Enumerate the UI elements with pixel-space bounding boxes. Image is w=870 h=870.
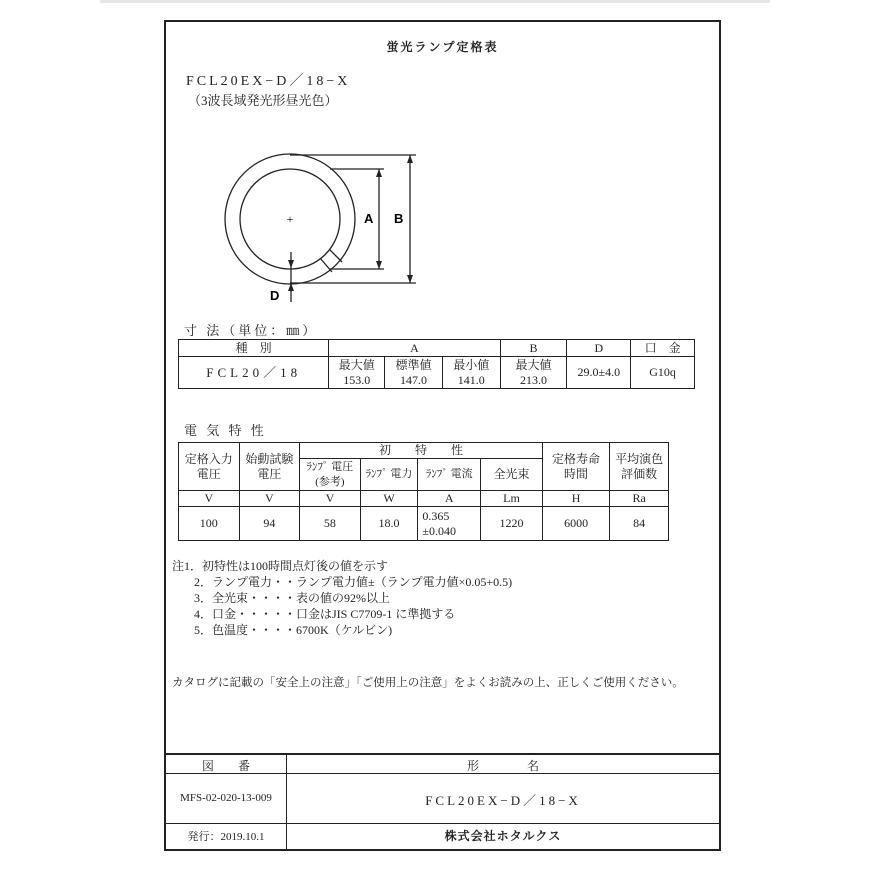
value: 100 (179, 507, 240, 541)
header-initial: 初 特 性 (300, 443, 543, 459)
header-rated-voltage: 定格入力 電圧 (179, 443, 240, 491)
note-item: 3．全光束・・・・表の値の92%以上 (194, 591, 390, 605)
header-lamp-power: ﾗﾝﾌﾟ 電力 (360, 459, 418, 491)
header-base: 口 金 (631, 340, 695, 357)
unit: Lm (481, 491, 543, 507)
drawing-no-label: 図 番 (201, 759, 250, 773)
header-start-voltage: 始動試験 電圧 (239, 443, 300, 491)
header-type: 種 別 (179, 340, 329, 357)
footer-model: FCL20EX−D／18−X (425, 793, 581, 808)
page-title: 蛍光ランプ定格表 (386, 40, 499, 54)
b-max-label: 最大値 (515, 357, 552, 372)
header-lamp-current: ﾗﾝﾌﾟ 電流 (418, 459, 481, 491)
a-max-label: 最大値 (338, 357, 375, 372)
b-max-value: 213.0 (520, 372, 548, 387)
drawing-no: MFS-02-020-13-009 (180, 792, 272, 804)
header-d: D (567, 340, 631, 357)
label-a: A (364, 211, 374, 226)
electrical-heading: 電 気 特 性 (184, 423, 267, 438)
dimensions-heading: 寸 法（単位：㎜） (184, 323, 319, 338)
header-lamp-voltage: ﾗﾝﾌﾟ 電圧 (参考) (300, 459, 361, 491)
value: 0.365 ±0.040 (418, 507, 481, 541)
value: 1220 (481, 507, 543, 541)
dimensions-table (178, 339, 695, 389)
unit: V (300, 491, 361, 507)
d-value: 29.0±4.0 (567, 357, 631, 389)
value: 6000 (542, 507, 610, 541)
model-name: FCL20EX−D／18−X (186, 74, 351, 89)
electrical-table (178, 442, 669, 541)
header-life: 定格寿命 時間 (542, 443, 610, 491)
label-d: D (270, 288, 280, 303)
name-label: 形 名 (466, 759, 539, 773)
note-item: 4．口金・・・・・口金はJIS C7709-1 に準拠する (194, 607, 456, 621)
issue-date: 発行：2019.10.1 (187, 831, 265, 843)
value: 84 (610, 507, 669, 541)
a-max-value: 153.0 (343, 372, 371, 387)
a-min-label: 最小値 (453, 357, 490, 372)
header-a: A (329, 340, 500, 357)
a-min-value: 141.0 (457, 372, 485, 387)
note-item: 5．色温度・・・・6700K（ケルビン) (194, 623, 393, 637)
a-std-label: 標準値 (395, 357, 432, 372)
header-cri: 平均演色 評価数 (610, 443, 669, 491)
header-lumens: 全光束 (481, 459, 543, 491)
header-b: B (500, 340, 567, 357)
value: 18.0 (360, 507, 418, 541)
footer-divider (166, 753, 719, 755)
unit: Ra (610, 491, 669, 507)
unit: W (360, 491, 418, 507)
note-item: 2．ランプ電力・・ランプ電力値±（ランプ電力値×0.05+0.5) (194, 575, 513, 589)
a-std-value: 147.0 (400, 372, 427, 387)
unit: A (418, 491, 481, 507)
label-b: B (394, 211, 404, 226)
base-value: G10q (631, 357, 695, 389)
caution-text: カタログに記載の「安全上の注意」「ご使用上の注意」をよくお読みの上、正しくご使用ください。 (172, 677, 684, 689)
unit: H (542, 491, 610, 507)
lamp-diagram (166, 22, 719, 322)
type-cell: FCL20／18 (179, 357, 329, 389)
unit: V (239, 491, 300, 507)
company-name: 株式会社ホタルクス (444, 829, 562, 843)
value: 94 (239, 507, 300, 541)
top-bar (100, 0, 770, 3)
center-mark: + (286, 212, 294, 226)
footer-divider (166, 823, 719, 824)
value: 58 (300, 507, 361, 541)
notes (172, 558, 512, 638)
model-subtitle: （3波長域発光形昼光色） (188, 93, 338, 108)
spec-sheet (164, 20, 721, 851)
note-item: 注1．初特性は100時間点灯後の値を示す (172, 559, 389, 573)
unit: V (179, 491, 240, 507)
